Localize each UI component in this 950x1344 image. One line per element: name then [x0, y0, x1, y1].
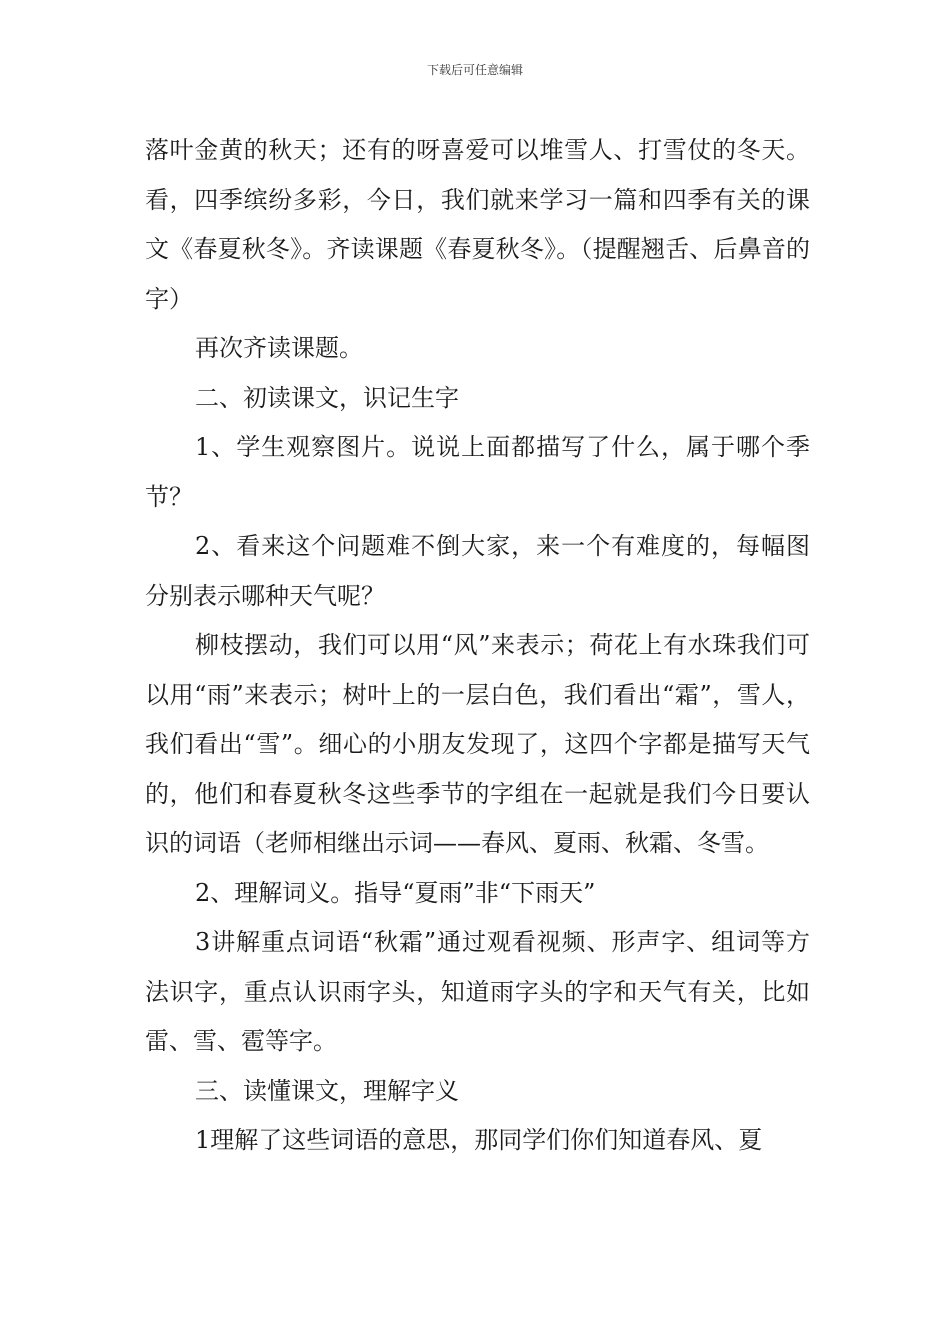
paragraph-intro-continued: 落叶金黄的秋天；还有的呀喜爱可以堆雪人、打雪仗的冬天。看，四季缤纷多彩，今日，我们就来学习一篇和四季有关的课文《春夏秋冬》。齐读课题《春夏秋冬》。（提醒翘舌、后鼻音的字） — [145, 136, 810, 313]
paragraph-weather-words: 柳枝摆动，我们可以用“风”来表示；荷花上有水珠我们可以用“雨”来表示；树叶上的一层白色，我们看出“霜”，雪人，我们看出“雪”。细心的小朋友发现了，这四个字都是描写天气的，他们和春夏秋冬这些季节的字组在一起就是我们今日要认识的词语（老师相继出示词——春风、夏雨、秋霜、冬雪。 — [145, 631, 810, 857]
paragraph-understand-meaning: 2、理解词义。指导“夏雨”非“下雨天” — [195, 878, 596, 907]
paragraph-reread-title: 再次齐读课题。 — [195, 334, 363, 362]
section-heading-first-reading: 二、初读课文，识记生字 — [195, 383, 459, 412]
section-heading-comprehension: 三、读懂课文，理解字义 — [195, 1076, 459, 1105]
paragraph-observe-pictures: 1、学生观察图片。说说上面都描写了什么，属于哪个季节？ — [145, 433, 810, 511]
paragraph-weather-question: 2、看来这个问题难不倒大家，来一个有难度的，每幅图分别表示哪种天气呢？ — [145, 532, 810, 610]
document-body — [145, 126, 810, 1166]
page-header: 下载后可任意编辑 — [426, 63, 523, 77]
paragraph-final-question: 1理解了这些词语的意思，那同学们你们知道春风、夏 — [195, 1126, 763, 1154]
paragraph-key-word-explanation: 3讲解重点词语“秋霜”通过观看视频、形声字、组词等方法识字，重点认识雨字头，知道雨字头的字和天气有关，比如雷、雪、雹等字。 — [145, 928, 810, 1055]
